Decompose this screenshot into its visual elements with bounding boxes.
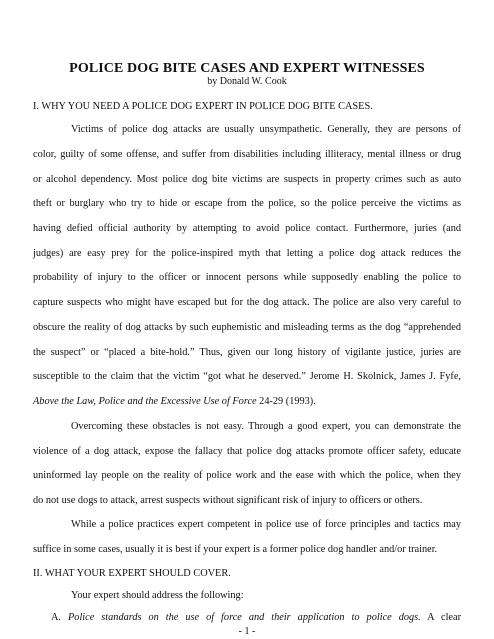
paragraph-line: Your expert should address the following: <box>71 590 244 601</box>
citation-pages: 24-29 (1993). <box>256 396 316 407</box>
paragraph-line: judges) are easy prey for the police-inspired myth that letting a police dog attack reduces the <box>33 248 461 259</box>
list-item-a <box>51 612 461 624</box>
paragraph-line: violence of a dog attack, expose the fallacy that police dog attacks promote officer safety, educate <box>33 446 461 457</box>
list-item-heading: Police standards on the use of force and their application to police dogs. <box>68 612 421 623</box>
paragraph-line: Victims of police dog attacks are usually unsympathetic. Generally, they are persons of <box>71 124 461 135</box>
document-title: POLICE DOG BITE CASES AND EXPERT WITNESSES <box>69 61 425 76</box>
paragraph-line: the suspect” or “placed a bite-hold.” Thus, given our long history of vigilante justice, juries are <box>33 347 461 358</box>
paragraph-line: uninformed lay people on the reality of police work and the ease with which the police, when they <box>33 470 461 481</box>
paragraph-line: color, guilty of some offense, and suffer from disabilities including illiteracy, mental illness or drug <box>33 149 461 160</box>
paragraph-line: Overcoming these obstacles is not easy. Through a good expert, you can demonstrate the <box>71 421 461 432</box>
paragraph-line: having defied official authority by attempting to avoid police contact. Furthermore, juries (and <box>33 223 461 234</box>
list-item-text: A clear <box>420 612 462 623</box>
section-heading-1: I. WHY YOU NEED A POLICE DOG EXPERT IN POLICE DOG BITE CASES. <box>33 101 373 112</box>
list-item-label: A. <box>51 612 68 623</box>
paragraph-line: capture suspects who might have escaped but for the dog attack. The police are also very careful to <box>33 297 461 308</box>
paragraph-line: obscure the reality of dog attacks by such euphemistic and misleading terms as the dog “apprehended <box>33 322 461 333</box>
paragraph-line: or alcohol dependency. Most police dog bite victims are suspects in property crimes such as auto <box>33 174 461 185</box>
citation-line <box>33 396 461 408</box>
paragraph-line: probability of injury to the officer or innocent persons while supposedly enabling the police to <box>33 272 461 283</box>
paragraph-line: While a police practices expert competent in police use of force principles and tactics may <box>71 519 461 530</box>
page-number: - 1 - <box>238 626 256 637</box>
citation-title: Above the Law, Police and the Excessive Use of Force <box>33 396 257 407</box>
paragraph-line: susceptible to the claim that the victim “got what he deserved.” Jerome H. Skolnick, James J. Fyfe, <box>33 371 461 382</box>
paragraph-line: theft or burglary who try to hide or escape from the police, so the police perceive the victims as <box>33 198 461 209</box>
byline: by Donald W. Cook <box>207 76 287 87</box>
section-heading-2: II. WHAT YOUR EXPERT SHOULD COVER. <box>33 568 231 579</box>
paragraph-line: do not use dogs to attack, arrest suspects without significant risk of injury to officers or others. <box>33 495 423 506</box>
paragraph-line: suffice in some cases, usually it is best if your expert is a former police dog handler and/or trainer. <box>33 544 438 555</box>
